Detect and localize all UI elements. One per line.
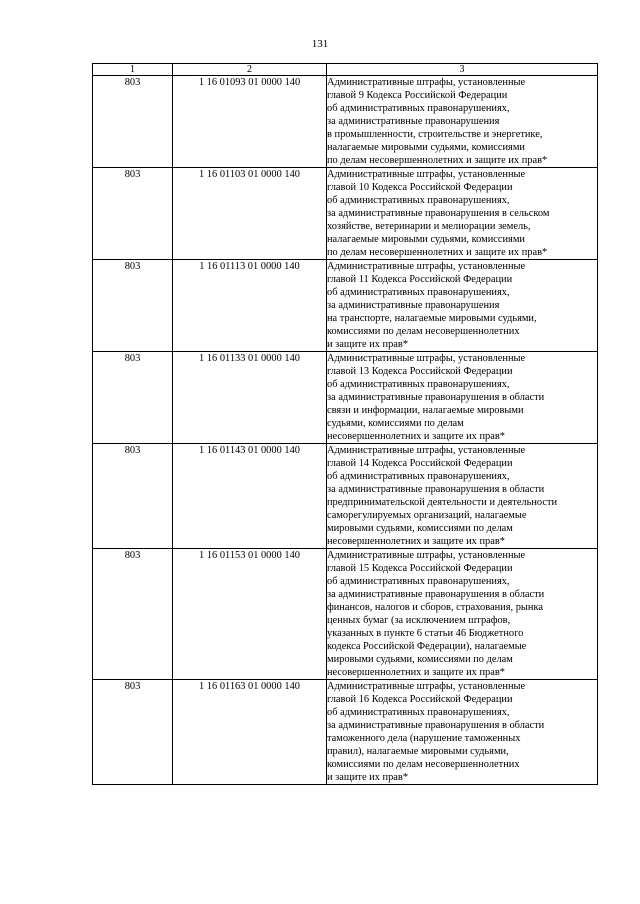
description-line: Административные штрафы, установленные [327, 681, 526, 692]
description-line: Административные штрафы, установленные [327, 550, 526, 561]
description-line: налагаемые мировыми судьями, комиссиями [327, 234, 525, 245]
description-line: Административные штрафы, установленные [327, 169, 526, 180]
description-line: финансов, налогов и сборов, страхования, рынка [327, 602, 543, 613]
admin-code-cell: 803 [93, 260, 173, 352]
description-line: налагаемые мировыми судьями, комиссиями [327, 142, 525, 153]
description-cell [327, 352, 598, 444]
description-line: об административных правонарушениях, [327, 287, 510, 298]
description-line: в промышленности, строительстве и энергетике, [327, 129, 543, 140]
description-line: за административные правонарушения [327, 300, 500, 311]
column-header-2: 2 [173, 64, 327, 76]
description-line: главой 14 Кодекса Российской Федерации [327, 458, 513, 469]
description-cell [327, 260, 598, 352]
description-line: главой 13 Кодекса Российской Федерации [327, 366, 513, 377]
revenue-code-cell: 1 16 01153 01 0000 140 [173, 549, 327, 680]
table-row [93, 549, 598, 680]
column-header-3: 3 [327, 64, 598, 76]
description-line: предпринимательской деятельности и деятельности [327, 497, 558, 508]
admin-code-cell: 803 [93, 352, 173, 444]
description-cell [327, 168, 598, 260]
description-line: Административные штрафы, установленные [327, 445, 526, 456]
table-row [93, 76, 598, 168]
column-header-1: 1 [93, 64, 173, 76]
description-line: за административные правонарушения в области [327, 484, 545, 495]
table-row [93, 352, 598, 444]
table-body [93, 76, 598, 785]
description-line: по делам несовершеннолетних и защите их прав* [327, 155, 548, 166]
revenue-code-cell: 1 16 01113 01 0000 140 [173, 260, 327, 352]
revenue-code-cell: 1 16 01163 01 0000 140 [173, 680, 327, 785]
description-line: об административных правонарушениях, [327, 103, 510, 114]
table-row [93, 444, 598, 549]
description-line: указанных в пункте 6 статьи 46 Бюджетного [327, 628, 524, 639]
description-cell [327, 549, 598, 680]
description-cell [327, 680, 598, 785]
description-line: несовершеннолетних и защите их прав* [327, 431, 505, 442]
description-cell [327, 76, 598, 168]
description-cell [327, 444, 598, 549]
admin-code-cell: 803 [93, 680, 173, 785]
table-header-row [93, 64, 598, 76]
description-line: за административные правонарушения в области [327, 589, 545, 600]
revenue-code-cell: 1 16 01143 01 0000 140 [173, 444, 327, 549]
description-line: за административные правонарушения [327, 116, 500, 127]
description-line: об административных правонарушениях, [327, 471, 510, 482]
description-line: за административные правонарушения в области [327, 392, 545, 403]
description-line: и защите их прав* [327, 339, 409, 350]
description-line: правил), налагаемые мировыми судьями, [327, 746, 509, 757]
description-line: комиссиями по делам несовершеннолетних [327, 326, 520, 337]
admin-code-cell: 803 [93, 76, 173, 168]
description-line: Административные штрафы, установленные [327, 77, 526, 88]
description-line: главой 10 Кодекса Российской Федерации [327, 182, 513, 193]
description-line: Административные штрафы, установленные [327, 261, 526, 272]
revenue-codes-table [92, 63, 598, 785]
description-line: Административные штрафы, установленные [327, 353, 526, 364]
page-number: 131 [311, 38, 329, 50]
description-line: и защите их прав* [327, 772, 409, 783]
description-line: об административных правонарушениях, [327, 379, 510, 390]
description-line: мировыми судьями, комиссиями по делам [327, 654, 513, 665]
revenue-code-cell: 1 16 01133 01 0000 140 [173, 352, 327, 444]
admin-code-cell: 803 [93, 444, 173, 549]
table-row [93, 260, 598, 352]
revenue-code-cell: 1 16 01093 01 0000 140 [173, 76, 327, 168]
description-line: несовершеннолетних и защите их прав* [327, 536, 505, 547]
description-line: на транспорте, налагаемые мировыми судьями, [327, 313, 537, 324]
description-line: за административные правонарушения в области [327, 720, 545, 731]
description-line: судьями, комиссиями по делам [327, 418, 464, 429]
admin-code-cell: 803 [93, 168, 173, 260]
description-line: комиссиями по делам несовершеннолетних [327, 759, 520, 770]
description-line: мировыми судьями, комиссиями по делам [327, 523, 513, 534]
description-line: таможенного дела (нарушение таможенных [327, 733, 521, 744]
description-line: ценных бумаг (за исключением штрафов, [327, 615, 511, 626]
description-line: связи и информации, налагаемые мировыми [327, 405, 524, 416]
description-line: об административных правонарушениях, [327, 195, 510, 206]
description-line: об административных правонарушениях, [327, 576, 510, 587]
description-line: саморегулируемых организаций, налагаемые [327, 510, 527, 521]
description-line: по делам несовершеннолетних и защите их прав* [327, 247, 548, 258]
description-line: кодекса Российской Федерации), налагаемые [327, 641, 527, 652]
description-line: главой 15 Кодекса Российской Федерации [327, 563, 513, 574]
description-line: главой 11 Кодекса Российской Федерации [327, 274, 513, 285]
description-line: хозяйстве, ветеринарии и мелиорации земель, [327, 221, 531, 232]
revenue-code-cell: 1 16 01103 01 0000 140 [173, 168, 327, 260]
description-line: главой 16 Кодекса Российской Федерации [327, 694, 513, 705]
admin-code-cell: 803 [93, 549, 173, 680]
table-row [93, 168, 598, 260]
description-line: об административных правонарушениях, [327, 707, 510, 718]
table-row [93, 680, 598, 785]
description-line: несовершеннолетних и защите их прав* [327, 667, 505, 678]
description-line: за административные правонарушения в сельском [327, 208, 550, 219]
description-line: главой 9 Кодекса Российской Федерации [327, 90, 508, 101]
